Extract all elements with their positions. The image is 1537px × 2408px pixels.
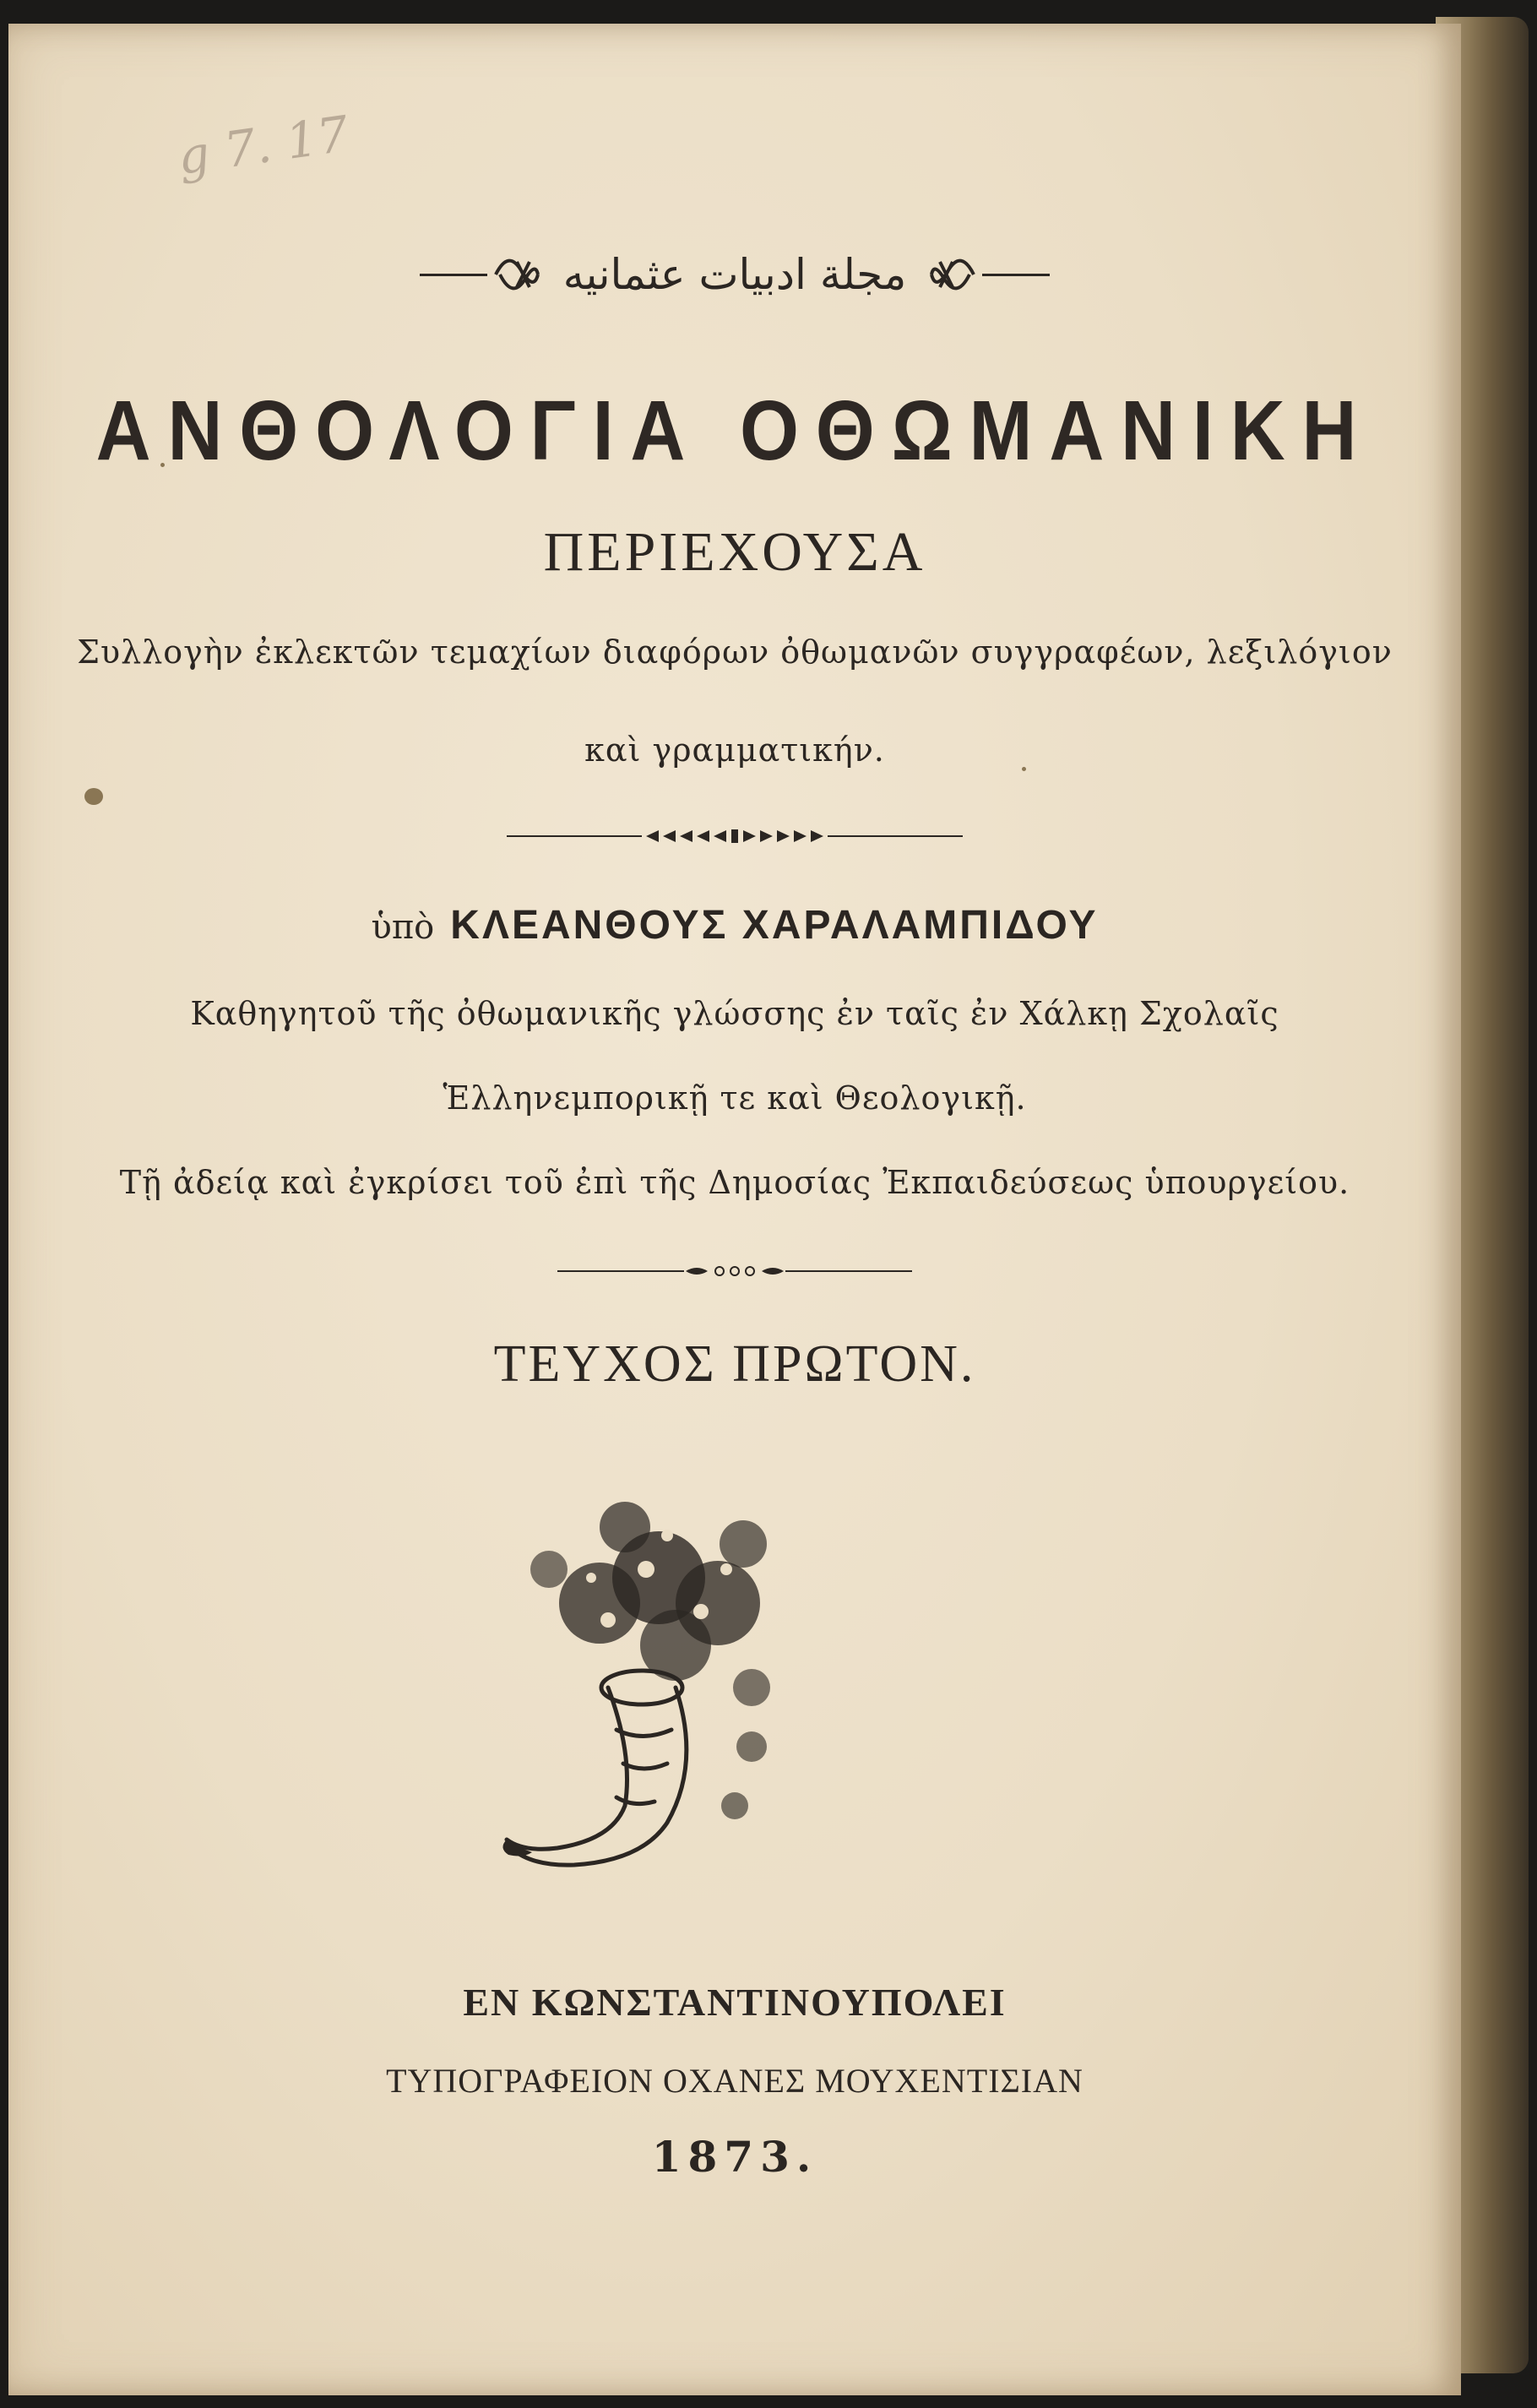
divider-rule <box>507 835 642 837</box>
ottoman-header <box>8 245 1461 321</box>
permission-line: Τῇ ἀδείᾳ καὶ ἐγκρίσει τοῦ ἐπὶ τῆς Δημοσίας Ἐκπαιδεύσεως ὑπουργείου. <box>119 1164 1350 1201</box>
author-name: ΚΛΕΑΝΘΟΥΣ ΧΑΡΑΛΑΜΠΙΔΟΥ <box>450 903 1099 948</box>
divider-dots <box>8 1261 1461 1281</box>
book-subtitle: ΠΕΡΙΕΧΟΥΣΑ <box>543 521 926 583</box>
ink-spot <box>84 788 103 805</box>
divider-rule <box>828 835 963 837</box>
flourish-left-icon <box>492 245 542 304</box>
divider-arrows <box>8 826 1461 846</box>
book-title: ΑΝΘΟΛΟΓΙΑ ΟΘΩΜΑΝΙΚΗ <box>95 383 1374 478</box>
divider-rule <box>557 1270 684 1272</box>
handwritten-shelfmark: g 7. 17 <box>174 105 352 186</box>
professor-line-2: Ἑλληνεμπορικῇ τε καὶ Θεολογικῇ. <box>443 1079 1027 1117</box>
imprint-press: ΤΥΠΟΓΡΑΦΕΙΟΝ ΟΧΑΝΕΣ ΜΟΥΧΕΝΤΙΣΙΑΝ <box>386 2062 1084 2100</box>
arrow-flourish-divider-icon <box>642 826 828 846</box>
imprint-city: ΕΝ ΚΩΝΣΤΑΝΤΙΝΟΥΠΟΛΕΙ <box>463 1981 1007 2024</box>
flourish-right-icon <box>927 245 978 304</box>
author-prefix: ὑπὸ <box>371 908 435 947</box>
cornucopia-icon <box>498 1476 870 1882</box>
ottoman-title: مجلة ادبيات عثمانيه <box>562 250 907 299</box>
author-line <box>8 902 1461 949</box>
title-page <box>8 24 1461 2395</box>
description-line-1: Συλλογὴν ἐκλεκτῶν τεμαχίων διαφόρων ὀθωμανῶν συγγραφέων, λεξιλόγιον <box>77 633 1393 671</box>
imprint-year: 1873. <box>651 2132 818 2182</box>
professor-line-1: Καθηγητοῦ τῆς ὀθωμανικῆς γλώσσης ἐν ταῖς ἐν Χάλκῃ Σχολαῖς <box>190 995 1279 1032</box>
issue-number: ΤΕΥΧΟΣ ΠΡΩΤΟΝ. <box>493 1335 976 1393</box>
description-line-2: καὶ γραμματικήν. <box>584 731 885 769</box>
dot-flourish-divider-icon <box>684 1261 785 1281</box>
header-rule-right <box>982 274 1050 276</box>
header-rule-left <box>420 274 487 276</box>
divider-rule <box>785 1270 912 1272</box>
